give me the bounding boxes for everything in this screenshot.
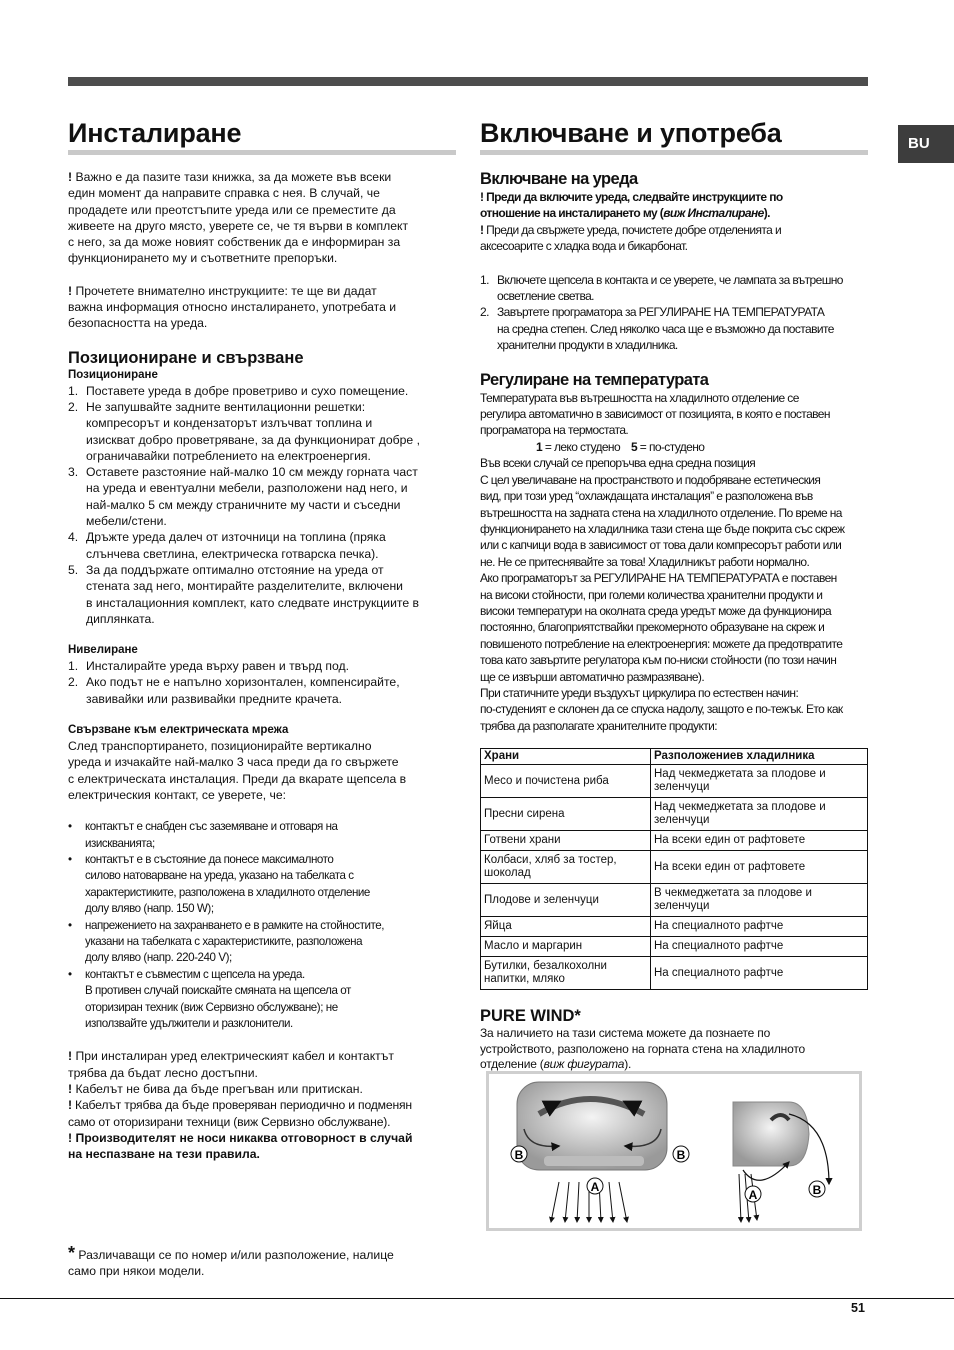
electric-connection-label: Свързване към електрическата мрежа: [68, 724, 289, 737]
electric-paragraph: След транспортирането, позиционирайте вертикално уреда и изчакайте най-малко 3 часа преди да го свържете с електрическата инсталация. Преди да вкарате щепсела в електрическия контакт, се уверете, че:: [68, 739, 407, 802]
table-cell: Над чекмеджетата за плодове и зеленчуци: [651, 765, 868, 798]
list-item: • напрежението на захранването е в рамките на стойностите, указани на табелката с характеристиките, разположена долу вляво (напр. 220-240 V);: [68, 918, 384, 965]
temperature-scale: 1 = леко студено 5 = по-студено: [536, 439, 705, 454]
intro-paragraph-2: ! Прочетете внимателно инструкциите: те ще ви дадат важна информация относно инсталирането, употребата и безопасността на уреда.: [68, 283, 397, 331]
switch-on-warning: ! Преди да включите уреда, следвайте инструкциите по отношение на инсталирането му (виж Инсталиране).: [480, 190, 783, 221]
table-row: [481, 831, 868, 851]
temperature-paragraph-2: Във всеки случай се препоръчва една средна позиция С цел увеличаване на пространството и подобряване естетическия вид, при този уред “охлаждащата инсталация” е разположена във вътрешността на задната стена на хладилното отделение. По време на функционирането на хладилника тази стена ще бъде покрита със скреж или с капчици вода в зависимост от това дали компресорът работи или не. Не се притеснявайте за това! Хладилникът работи нормално. Ако програматорът за РЕГУЛИРАНЕ НА ТЕМПЕРАТУРАТА е поставен на високи стойности, при големи количества хранителни продукти и високи температури на околната среда уредът може да функционира постоянно, благоприятствайки прекомерното образуване на скреж и повишеното потребление на електроенергия: можете да предотвратите това като завъртите регулатора към по-ниски стойности (по този начин ще се извърши автоматично размразяване). При статичните уреди въздухът циркулира по естествен начин: по-студеният е склонен да се спуска надолу, защото е по-тежък. Ето как трябва да разполагате хранителните продукти:: [480, 456, 845, 733]
switch-on-note: ! Преди да свържете уреда, почистете добре отделенията и аксесоарите с хладка вода и бикарбонат.: [480, 222, 782, 254]
label-b-side-text: B: [812, 1183, 822, 1197]
page-number: 51: [851, 1301, 865, 1315]
table-row: [481, 957, 868, 990]
list-item: 1. Включете щепсела в контакта и се уверете, че лампата за вътрешно осветление светва.: [480, 272, 843, 304]
table-row: [481, 765, 868, 798]
list-item: 2. Не запушвайте задните вентилационни решетки: компресорът и кондензаторът излъчват топлина и изискват добро проветряване, за да функционират добре , ограничавайки потреблението на електроенергия.: [68, 399, 420, 463]
table-cell: На специалното рафтче: [651, 957, 868, 990]
table-header-cell: Разположениев хладилника: [651, 749, 868, 765]
list-item: • контактът е снабден със заземяване и отговаря на изискванията;: [68, 820, 338, 850]
table-cell: Бутилки, безалкохолни напитки, мляко: [481, 957, 651, 990]
positioning-label: Позициониране: [68, 368, 158, 381]
table-cell: Пресни сирена: [481, 798, 651, 831]
temperature-section-title: Регулиране на температурата: [480, 370, 709, 389]
warning-2: ! Кабелът не бива да бъде прегъван или притискан.: [68, 1082, 363, 1097]
right-column: [480, 116, 868, 1073]
table-cell: Над чекмеджетата за плодове и зеленчуци: [651, 798, 868, 831]
list-item: 2. Завъртете програматора за РЕГУЛИРАНЕ НА ТЕМПЕРАТУРАТА на средна степен. След няколко часа ще е възможно да поставите хранителни продукти в хладилника.: [480, 305, 834, 353]
list-item: • контактът е в състояние да понесе максималното силово натоварване на уреда, указано на табелката с характеристиките, разположена в хладилното отделение долу вляво (напр. 150 W);: [68, 853, 370, 916]
installation-title: Инсталиране: [68, 116, 456, 155]
warning-1: ! При инсталиран уред електрическият кабел и контактът трябва да бъдат лесно достъпни.: [68, 1049, 394, 1080]
warning-3: ! Кабелът трябва да бъде проверяван периодично и подменян само от оторизирани техници (виж Сервизно обслужване).: [68, 1098, 412, 1129]
table-cell: Масло и маргарин: [481, 937, 651, 957]
pure-wind-paragraph: За наличието на тази система можете да познаете по устройството, разположено на горната стена на хладилното отделение (виж фигурата).: [480, 1026, 805, 1072]
table-cell: На специалното рафтче: [651, 917, 868, 937]
table-cell: Месо и почистена риба: [481, 765, 651, 798]
label-a-side-text: A: [748, 1188, 758, 1202]
list-item: 5. За да поддържате оптимално отстояние на уреда от стената зад него, монтирайте разделителите, включени в инсталационния комплект, като следвате инструкциите в диплянката.: [68, 562, 419, 626]
table-row: [481, 917, 868, 937]
table-cell: На специалното рафтче: [651, 937, 868, 957]
list-item: 1. Инсталирайте уреда върху равен и твърд под.: [68, 659, 349, 674]
left-column: [68, 116, 456, 1163]
table-header-row: [481, 749, 868, 765]
table-cell: Яйца: [481, 917, 651, 937]
label-b-left-text: B: [514, 1148, 524, 1162]
switch-on-section-title: Включване на уреда: [480, 170, 638, 188]
table-header-cell: Храни: [481, 749, 651, 765]
label-a-front-text: A: [590, 1180, 600, 1194]
leveling-list: [68, 658, 456, 707]
table-row: [481, 884, 868, 917]
food-placement-table: [480, 748, 868, 990]
label-b-right-text: B: [676, 1148, 686, 1162]
table-cell: На всеки един от рафтовете: [651, 851, 868, 884]
airflow-diagram: [489, 1074, 859, 1228]
footnote: * Различаващи се по номер и/или разположение, налице само при някои модели.: [68, 1243, 394, 1279]
bottom-rule: [0, 1298, 954, 1299]
language-tab: BU: [898, 125, 954, 163]
pure-wind-figure: [486, 1071, 862, 1231]
warning-4: ! Производителят не носи никаква отговорност в случай на неспазване на тези правила.: [68, 1130, 413, 1162]
pure-wind-title: PURE WIND*: [480, 1007, 581, 1026]
list-item: 2. Ако подът не е напълно хоризонтален, компенсирайте, завивайки или развивайки предните крачета.: [68, 675, 400, 706]
list-item: 4. Дръжте уреда далеч от източници на топлина (пряка слънчева светлина, електрическа готварска печка).: [68, 530, 386, 561]
temperature-paragraph-1: Температурата във вътрешността на хладилното отделение се регулира автоматично в зависимост от позицията, в която е поставен програматора на термостата.: [480, 390, 830, 438]
positioning-list: [68, 383, 456, 627]
device-side-view: [733, 1074, 859, 1228]
table-cell: В чекмеджетата за плодове и зеленчуци: [651, 884, 868, 917]
table-cell: Готвени храни: [481, 831, 651, 851]
top-rule: [68, 77, 868, 86]
switch-on-steps: [480, 272, 868, 354]
list-item: 1. Поставете уреда в добре проветриво и сухо помещение.: [68, 383, 409, 398]
table-row: [481, 851, 868, 884]
positioning-section-title: Позициониране и свързване: [68, 348, 304, 367]
intro-paragraph-1: ! Важно е да пазите тази книжка, за да можете във всеки един момент да направите справка с нея. В случай, че продадете или преотстъпите уреда или се преместите да живеете на друго място, уверете се, че тя върви в комплект с него, за да може новият собственик да е информиран за функционирането му и съответните препоръки.: [68, 170, 409, 266]
usage-title: Включване и употреба: [480, 116, 868, 155]
table-row: [481, 937, 868, 957]
list-item: • контактът е съвместим с щепсела на уреда. В противен случай поискайте смяната на щепсела от оторизиран техник (виж Сервизно обслужване); не използвайте удължители и разклонители.: [68, 967, 351, 1031]
electric-conditions-list: [68, 819, 456, 1032]
list-item: 3. Оставете разстояние най-малко 10 см между горната част на уреда и евентуални мебели, разположени над него, и най-малко 5 см между страничните му части и съседни мебели/стени.: [68, 465, 418, 529]
table-cell: Колбаси, хляб за тостер, шоколад: [481, 851, 651, 884]
leveling-label: Нивелиране: [68, 644, 138, 657]
table-row: [481, 798, 868, 831]
device-front-view: [514, 1082, 667, 1170]
table-cell: На всеки един от рафтовете: [651, 831, 868, 851]
table-cell: Плодове и зеленчуци: [481, 884, 651, 917]
